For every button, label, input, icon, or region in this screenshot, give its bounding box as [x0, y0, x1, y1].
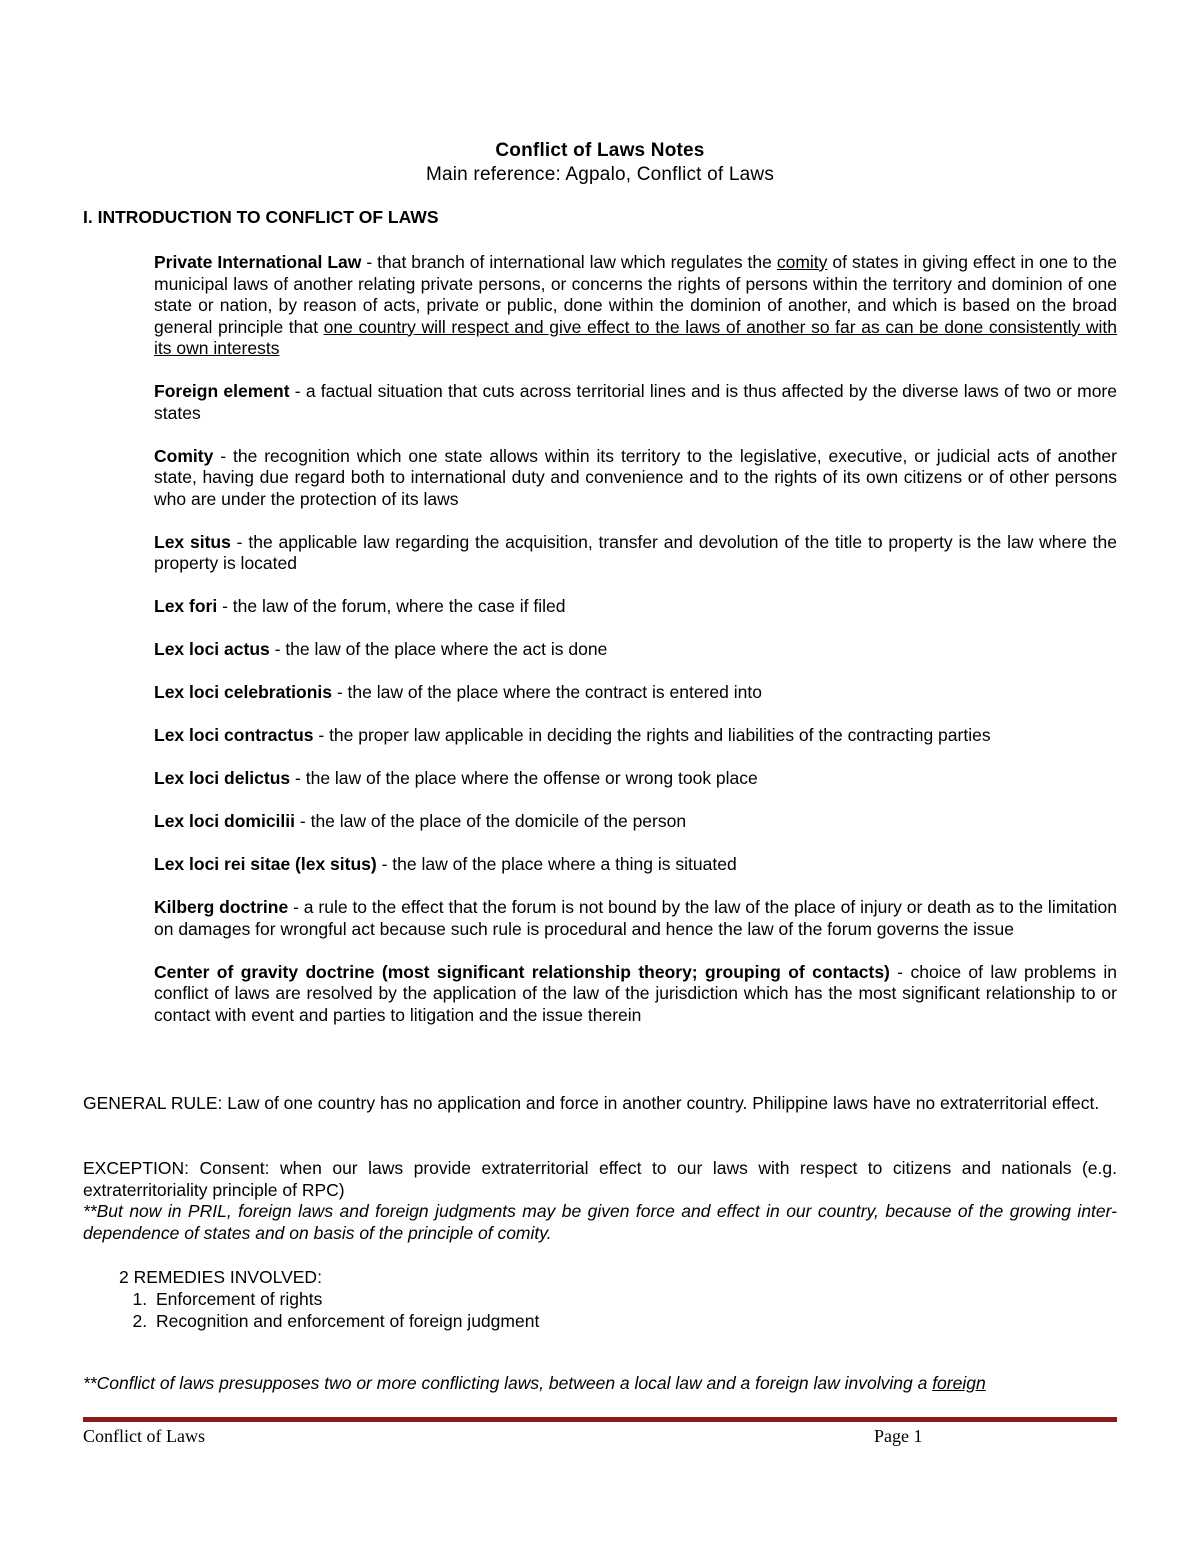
- definition-term: Center of gravity doctrine (most significant relationship theory; grouping of contacts): [154, 961, 890, 982]
- definition-term: Kilberg doctrine: [154, 897, 289, 917]
- remedies-list: [119, 1288, 539, 1332]
- definition-term: Lex loci domicilii: [154, 811, 296, 831]
- definition-item: Lex situs - the applicable law regarding the acquisition, transfer and devolution of the title to property is the law where the property is located: [154, 531, 1117, 573]
- definition-item: Lex loci rei sitae (lex situs) - the law of the place where a thing is situated: [154, 854, 737, 874]
- page-number: Page 1: [874, 1426, 923, 1446]
- document-subtitle: Main reference: Agpalo, Conflict of Laws: [425, 164, 775, 185]
- definition-term: Lex situs: [154, 531, 231, 552]
- definition-term: Lex loci celebrationis: [154, 682, 332, 702]
- definition-item: Center of gravity doctrine (most significant relationship theory; grouping of contacts) - choice of law problems in conflict of laws are resolved by the application of the law of the jurisdiction which has the most significant relationship to or contact with event and parties to litigation and the issue therein: [154, 961, 1118, 1025]
- definition-item: Lex loci contractus - the proper law applicable in deciding the rights and liabilities of the contracting parties: [154, 725, 991, 745]
- definition-term: Lex loci rei sitae (lex situs): [154, 854, 377, 874]
- definition-term: Lex loci actus: [154, 639, 270, 659]
- definitions-list: [154, 252, 1117, 1048]
- footer-divider: [83, 1417, 1117, 1422]
- remedies-section: [119, 1266, 539, 1332]
- underlined-text: comity: [776, 252, 828, 272]
- exception-note: **But now in PRIL, foreign laws and foreign judgments may be given force and effect in our country, because of the growing inter-dependence of states and on basis of the principle of comity.: [83, 1201, 1117, 1243]
- definition-item: Foreign element - a factual situation that cuts across territorial lines and is thus affected by the diverse laws of two or more states: [154, 381, 1117, 423]
- list-item: 1. Enforcement of rights: [152, 1288, 539, 1310]
- definition-item: Private International Law - that branch of international law which regulates the comity of states in giving effect in one to the municipal laws of another relating private persons, or concerns the rights of persons within the territory and dominion of one state or nation, by reason of acts, private or public, done within the dominion of another, and which is based on the broad general principle that one country will respect and give effect to the laws of another so far as can be done consistently with its own interests: [154, 252, 1118, 358]
- underlined-text: foreign: [932, 1373, 986, 1393]
- definition-term: Lex loci contractus: [154, 725, 314, 745]
- definition-term: Comity: [154, 445, 214, 466]
- footer-title: Conflict of Laws: [83, 1426, 205, 1446]
- general-rule: GENERAL RULE: Law of one country has no application and force in another country. Philippine laws have no extraterritorial effect.: [83, 1093, 1100, 1113]
- exception-block: [83, 1158, 1117, 1244]
- definition-item: Kilberg doctrine - a rule to the effect that the forum is not bound by the law of the place of injury or death as to the limitation on damages for wrongful act because such rule is procedural and hence the law of the forum governs the issue: [154, 897, 1117, 939]
- definition-term: Lex loci delictus: [154, 768, 291, 788]
- definition-term: Lex fori: [154, 596, 218, 616]
- definition-item: Comity - the recognition which one state allows within its territory to the legislative, executive, or judicial acts of another state, having due regard both to international duty and convenience and to the rights of its own citizens or of other persons who are under the protection of its laws: [154, 445, 1117, 509]
- definition-item: Lex loci domicilii - the law of the place of the domicile of the person: [154, 811, 687, 831]
- definition-item: Lex fori - the law of the forum, where the case if filed: [154, 596, 566, 616]
- definition-term: Private International Law: [154, 252, 362, 272]
- definition-term: Foreign element: [154, 381, 290, 401]
- definition-item: Lex loci delictus - the law of the place where the offense or wrong took place: [154, 768, 758, 788]
- closing-paragraph: **Conflict of laws presupposes two or more conflicting laws, between a local law and a foreign law involving a foreign: [83, 1373, 986, 1393]
- underlined-text: one country will respect and give effect to the laws of another so far as can be done consistently with its own interests: [154, 316, 1118, 358]
- definition-item: Lex loci actus - the law of the place where the act is done: [154, 639, 608, 659]
- section-heading: I. INTRODUCTION TO CONFLICT OF LAWS: [83, 207, 439, 227]
- definition-item: Lex loci celebrationis - the law of the place where the contract is entered into: [154, 682, 762, 702]
- exception-text: EXCEPTION: Consent: when our laws provide extraterritorial effect to our laws with respect to citizens and nationals (e.g. extraterritoriality principle of RPC): [83, 1158, 1117, 1200]
- list-item: 2. Recognition and enforcement of foreign judgment: [152, 1310, 539, 1332]
- document-title: Conflict of Laws Notes: [495, 140, 705, 161]
- remedies-heading: 2 REMEDIES INVOLVED:: [119, 1267, 322, 1287]
